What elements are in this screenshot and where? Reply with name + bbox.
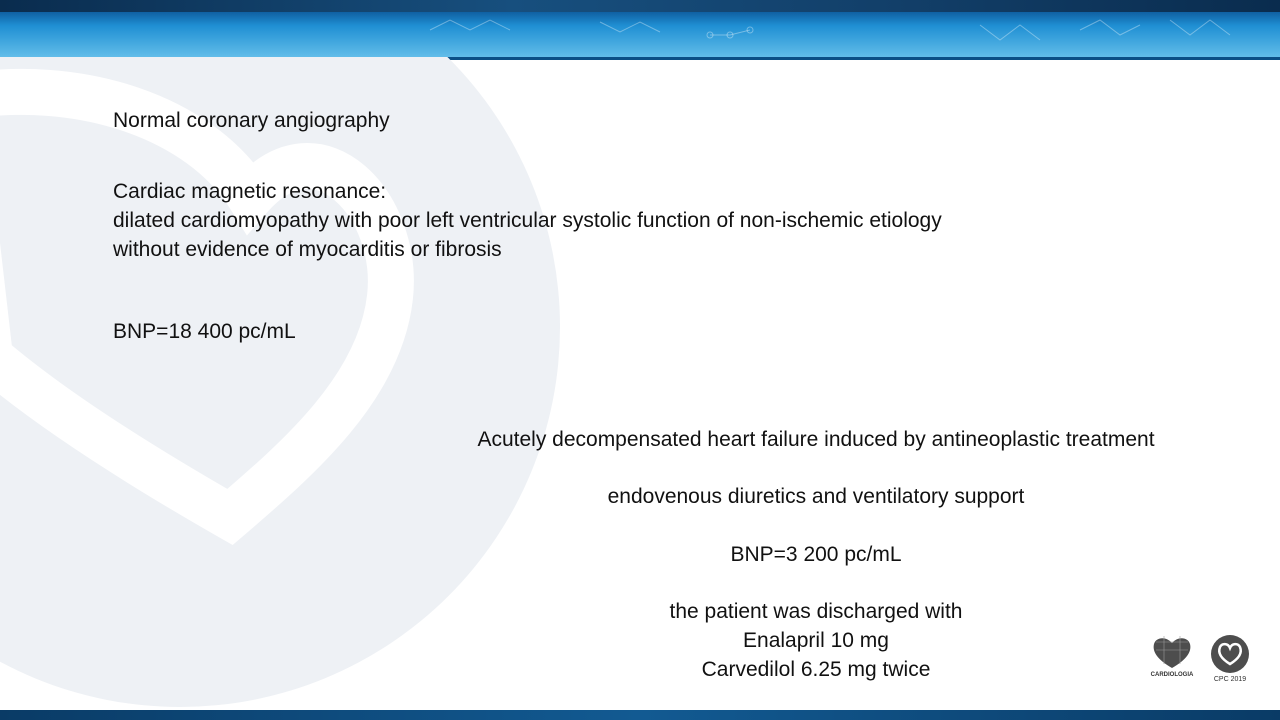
diagnosis: Acutely decompensated heart failure induced by antineoplastic treatment (477, 428, 1155, 451)
bnp-initial: BNP=18 400 pc/mL (113, 320, 296, 343)
cmr-finding-line-2: without evidence of myocarditis or fibrosis (113, 238, 502, 261)
spc-heart-icon (1148, 634, 1196, 672)
society-logos (1148, 634, 1258, 698)
spc-logo-label: CARDIOLOGIA (1150, 672, 1194, 678)
spc-logo (1148, 634, 1196, 698)
top-banner (0, 0, 1280, 60)
cpc-logo (1210, 634, 1250, 694)
cpc-logo-label: CPC 2019 (1213, 676, 1247, 683)
cmr-finding-line-1: dilated cardiomyopathy with poor left ventricular systolic function of non-ischemic etiology (113, 209, 942, 232)
therapy: endovenous diuretics and ventilatory support (607, 485, 1025, 508)
cmr-heading: Cardiac magnetic resonance: (113, 180, 387, 203)
molecule-pattern (0, 0, 1280, 57)
discharge-intro: the patient was discharged with (669, 600, 963, 623)
medication-enalapril: Enalapril 10 mg (743, 629, 889, 652)
cpc-heart-icon (1210, 634, 1250, 674)
bnp-followup: BNP=3 200 pc/mL (730, 543, 902, 566)
bottom-strip (0, 710, 1280, 720)
medication-carvedilol: Carvedilol 6.25 mg twice (701, 658, 931, 681)
angiography-result: Normal coronary angiography (113, 109, 390, 132)
